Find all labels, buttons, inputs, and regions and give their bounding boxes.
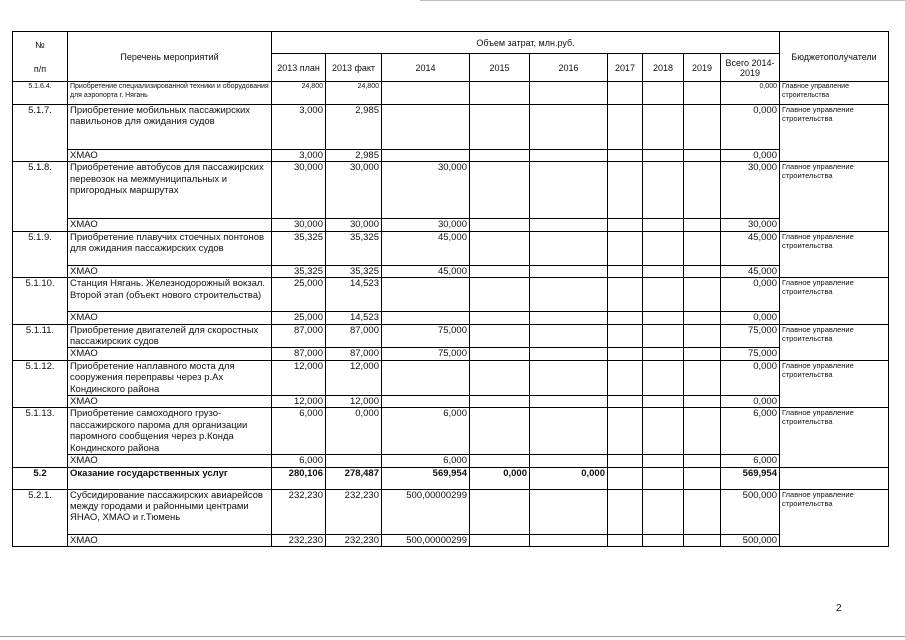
page-bottom-border-line	[0, 636, 905, 637]
value-cell	[643, 489, 684, 534]
value-cell: 30,000	[272, 162, 326, 219]
value-cell	[684, 467, 721, 489]
beneficiary-cell	[780, 467, 889, 489]
beneficiary-cell: Главное управление строительства	[780, 231, 889, 277]
header-year-5: 2017	[608, 54, 643, 82]
value-cell	[530, 324, 608, 348]
value-cell	[643, 162, 684, 219]
value-cell: 569,954	[382, 467, 470, 489]
value-cell: 35,325	[272, 231, 326, 265]
value-cell	[608, 396, 643, 408]
table-row	[13, 467, 889, 489]
value-cell: 0,000	[721, 360, 780, 395]
value-cell	[382, 105, 470, 150]
value-cell	[470, 162, 530, 219]
header-measures: Перечень мероприятий	[68, 32, 272, 82]
value-cell	[530, 219, 608, 231]
measure-name: Приобретение наплавного моста для сооружения переправы через р.Ах Кондинского района	[68, 360, 272, 395]
value-cell	[608, 278, 643, 312]
value-cell	[530, 348, 608, 360]
value-cell	[608, 455, 643, 467]
table-row	[13, 489, 889, 534]
value-cell: 30,000	[382, 162, 470, 219]
value-cell: 24,800	[326, 82, 382, 105]
value-cell: 45,000	[721, 265, 780, 277]
value-cell: 30,000	[326, 219, 382, 231]
row-number: 5.2	[13, 467, 68, 489]
value-cell: 0,000	[721, 312, 780, 324]
value-cell	[608, 231, 643, 265]
value-cell	[530, 396, 608, 408]
header-number-label: №	[35, 39, 45, 50]
value-cell: 500,00000299	[382, 534, 470, 546]
value-cell	[530, 231, 608, 265]
row-number: 5.1.6.4.	[13, 82, 68, 105]
beneficiary-cell: Главное управление строительства	[780, 408, 889, 467]
value-cell	[470, 265, 530, 277]
value-cell	[684, 82, 721, 105]
value-cell	[643, 231, 684, 265]
measure-sub-label: ХМАО	[68, 455, 272, 467]
value-cell	[643, 219, 684, 231]
value-cell	[684, 534, 721, 546]
table-row-sub	[13, 150, 889, 162]
value-cell: 278,487	[326, 467, 382, 489]
value-cell: 75,000	[382, 324, 470, 348]
value-cell	[608, 105, 643, 150]
value-cell	[470, 219, 530, 231]
value-cell	[608, 324, 643, 348]
measure-name: Приобретение двигателей для скоростных пассажирских судов	[68, 324, 272, 348]
value-cell: 24,800	[272, 82, 326, 105]
header-beneficiaries: Бюджетополучатели	[780, 32, 889, 82]
value-cell: 14,523	[326, 312, 382, 324]
table-row-sub	[13, 396, 889, 408]
value-cell	[643, 360, 684, 395]
value-cell	[470, 278, 530, 312]
value-cell	[608, 162, 643, 219]
page-top-border-line	[420, 0, 905, 1]
measure-sub-label: ХМАО	[68, 150, 272, 162]
row-number: 5.1.13.	[13, 408, 68, 467]
value-cell	[643, 324, 684, 348]
value-cell	[530, 162, 608, 219]
value-cell: 87,000	[326, 324, 382, 348]
value-cell	[608, 467, 643, 489]
measure-name: Приобретение плавучих стоечных понтонов для ожидания пассажирских судов	[68, 231, 272, 265]
value-cell: 30,000	[326, 162, 382, 219]
table-row	[13, 231, 889, 265]
value-cell	[530, 265, 608, 277]
value-cell: 45,000	[382, 265, 470, 277]
value-cell: 6,000	[272, 408, 326, 455]
value-cell: 75,000	[721, 324, 780, 348]
value-cell: 35,325	[326, 231, 382, 265]
value-cell: 75,000	[382, 348, 470, 360]
value-cell	[470, 348, 530, 360]
value-cell	[643, 312, 684, 324]
table-row	[13, 162, 889, 219]
header-year-3: 2015	[470, 54, 530, 82]
value-cell	[608, 312, 643, 324]
value-cell: 3,000	[272, 150, 326, 162]
value-cell	[470, 396, 530, 408]
row-number: 5.1.12.	[13, 360, 68, 408]
value-cell	[684, 489, 721, 534]
value-cell	[643, 105, 684, 150]
table-row	[13, 82, 889, 105]
header-year-8: Всего 2014-2019	[721, 54, 780, 82]
value-cell: 500,00000299	[382, 489, 470, 534]
value-cell	[643, 150, 684, 162]
measure-sub-label: ХМАО	[68, 312, 272, 324]
value-cell	[684, 105, 721, 150]
measure-name: Субсидирование пассажирских авиарейсов между городами и районными центрами ЯНАО, ХМАО и г.Тюмень	[68, 489, 272, 534]
value-cell	[684, 162, 721, 219]
header-year-0: 2013 план	[272, 54, 326, 82]
value-cell	[684, 219, 721, 231]
value-cell	[382, 312, 470, 324]
value-cell: 0,000	[721, 396, 780, 408]
value-cell	[608, 360, 643, 395]
value-cell	[643, 396, 684, 408]
value-cell	[643, 534, 684, 546]
measure-sub-label: ХМАО	[68, 265, 272, 277]
value-cell	[530, 455, 608, 467]
beneficiary-cell: Главное управление строительства	[780, 278, 889, 324]
value-cell	[326, 455, 382, 467]
value-cell	[608, 408, 643, 455]
value-cell: 0,000	[721, 150, 780, 162]
value-cell	[470, 489, 530, 534]
measure-name: Приобретение автобусов для пассажирских перевозок на межмуниципальных и пригородных маршрутах	[68, 162, 272, 219]
value-cell	[470, 82, 530, 105]
value-cell	[530, 489, 608, 534]
value-cell	[643, 348, 684, 360]
value-cell: 280,106	[272, 467, 326, 489]
value-cell: 232,230	[326, 489, 382, 534]
page-number: 2	[836, 603, 842, 614]
value-cell: 0,000	[530, 467, 608, 489]
value-cell: 25,000	[272, 312, 326, 324]
value-cell: 569,954	[721, 467, 780, 489]
value-cell	[530, 534, 608, 546]
row-number: 5.1.7.	[13, 105, 68, 162]
value-cell: 87,000	[326, 348, 382, 360]
value-cell	[608, 82, 643, 105]
value-cell	[470, 150, 530, 162]
value-cell	[470, 408, 530, 455]
row-number: 5.1.9.	[13, 231, 68, 277]
value-cell: 30,000	[272, 219, 326, 231]
row-number: 5.1.11.	[13, 324, 68, 360]
table-row	[13, 408, 889, 455]
beneficiary-cell: Главное управление строительства	[780, 324, 889, 360]
table-row	[13, 105, 889, 150]
value-cell: 45,000	[721, 231, 780, 265]
table-row-sub	[13, 455, 889, 467]
row-number: 5.2.1.	[13, 489, 68, 546]
header-year-4: 2016	[530, 54, 608, 82]
value-cell	[684, 348, 721, 360]
value-cell	[643, 265, 684, 277]
value-cell	[470, 312, 530, 324]
measure-sub-label: ХМАО	[68, 396, 272, 408]
header-number-sublabel: п/п	[33, 63, 47, 74]
value-cell: 35,325	[272, 265, 326, 277]
measure-name: Станция Нягань. Железнодорожный вокзал. Второй этап (объект нового строительства)	[68, 278, 272, 312]
value-cell	[530, 360, 608, 395]
value-cell	[643, 82, 684, 105]
value-cell	[530, 278, 608, 312]
value-cell: 6,000	[382, 408, 470, 455]
value-cell: 500,000	[721, 489, 780, 534]
value-cell: 30,000	[721, 219, 780, 231]
measure-name: Оказание государственных услуг	[68, 467, 272, 489]
value-cell	[530, 312, 608, 324]
value-cell: 0,000	[326, 408, 382, 455]
value-cell	[382, 360, 470, 395]
value-cell: 30,000	[721, 162, 780, 219]
table-row-sub	[13, 534, 889, 546]
value-cell: 35,325	[326, 265, 382, 277]
beneficiary-cell: Главное управление строительства	[780, 360, 889, 408]
value-cell	[684, 360, 721, 395]
value-cell	[608, 348, 643, 360]
value-cell: 45,000	[382, 231, 470, 265]
value-cell	[684, 312, 721, 324]
measure-sub-label: ХМАО	[68, 219, 272, 231]
value-cell	[382, 150, 470, 162]
value-cell: 14,523	[326, 278, 382, 312]
value-cell	[684, 455, 721, 467]
table-row-sub	[13, 219, 889, 231]
value-cell	[530, 82, 608, 105]
row-number: 5.1.10.	[13, 278, 68, 324]
value-cell: 0,000	[721, 278, 780, 312]
value-cell: 25,000	[272, 278, 326, 312]
value-cell	[684, 150, 721, 162]
value-cell: 6,000	[721, 455, 780, 467]
table-row-sub	[13, 348, 889, 360]
value-cell: 12,000	[326, 360, 382, 395]
value-cell: 232,230	[272, 534, 326, 546]
measure-name: Приобретение мобильных пассажирских павильонов для ожидания судов	[68, 105, 272, 150]
header-year-1: 2013 факт	[326, 54, 382, 82]
value-cell	[608, 534, 643, 546]
value-cell	[470, 360, 530, 395]
value-cell: 0,000	[470, 467, 530, 489]
value-cell: 12,000	[272, 360, 326, 395]
table-row	[13, 324, 889, 348]
value-cell	[470, 534, 530, 546]
value-cell	[643, 408, 684, 455]
value-cell: 6,000	[382, 455, 470, 467]
value-cell	[530, 105, 608, 150]
value-cell: 0,000	[721, 82, 780, 105]
value-cell: 12,000	[272, 396, 326, 408]
value-cell: 3,000	[272, 105, 326, 150]
header-year-7: 2019	[684, 54, 721, 82]
value-cell	[530, 408, 608, 455]
value-cell: 75,000	[721, 348, 780, 360]
header-year-6: 2018	[643, 54, 684, 82]
header-year-2: 2014	[382, 54, 470, 82]
value-cell	[684, 324, 721, 348]
table-row-sub	[13, 265, 889, 277]
value-cell	[643, 455, 684, 467]
table-row	[13, 278, 889, 312]
value-cell	[530, 150, 608, 162]
value-cell	[643, 467, 684, 489]
value-cell	[470, 324, 530, 348]
value-cell: 0,000	[721, 105, 780, 150]
value-cell: 12,000	[326, 396, 382, 408]
table-row	[13, 360, 889, 395]
value-cell	[382, 278, 470, 312]
value-cell	[643, 278, 684, 312]
row-number: 5.1.8.	[13, 162, 68, 231]
measure-sub-label: ХМАО	[68, 534, 272, 546]
value-cell	[684, 396, 721, 408]
value-cell: 232,230	[272, 489, 326, 534]
value-cell	[608, 150, 643, 162]
value-cell: 87,000	[272, 348, 326, 360]
table-row-sub	[13, 312, 889, 324]
budget-table	[12, 31, 889, 547]
table-body	[13, 82, 889, 547]
value-cell: 6,000	[272, 455, 326, 467]
value-cell	[608, 265, 643, 277]
value-cell	[608, 219, 643, 231]
measure-name: Приобретение специализированной техники и оборудования для аэропорта г. Нягань	[68, 82, 272, 105]
value-cell: 2,985	[326, 105, 382, 150]
value-cell	[470, 105, 530, 150]
value-cell	[470, 231, 530, 265]
value-cell	[684, 408, 721, 455]
value-cell: 87,000	[272, 324, 326, 348]
value-cell	[382, 396, 470, 408]
measure-sub-label: ХМАО	[68, 348, 272, 360]
beneficiary-cell: Главное управление строительства	[780, 162, 889, 231]
value-cell: 2,985	[326, 150, 382, 162]
beneficiary-cell: Главное управление строительства	[780, 105, 889, 162]
value-cell	[684, 265, 721, 277]
value-cell	[684, 278, 721, 312]
value-cell	[608, 489, 643, 534]
value-cell: 500,000	[721, 534, 780, 546]
value-cell: 6,000	[721, 408, 780, 455]
header-number-cell	[13, 32, 68, 82]
value-cell	[382, 82, 470, 105]
value-cell: 30,000	[382, 219, 470, 231]
value-cell: 232,230	[326, 534, 382, 546]
measure-name: Приобретение самоходного грузо-пассажирского парома для организации паромного сообщения через р.Конда Кондинского района	[68, 408, 272, 455]
header-costs: Объем затрат, млн.руб.	[272, 32, 780, 54]
beneficiary-cell: Главное управление строительства	[780, 489, 889, 546]
value-cell	[470, 455, 530, 467]
value-cell	[684, 231, 721, 265]
beneficiary-cell: Главное управление строительства	[780, 82, 889, 105]
